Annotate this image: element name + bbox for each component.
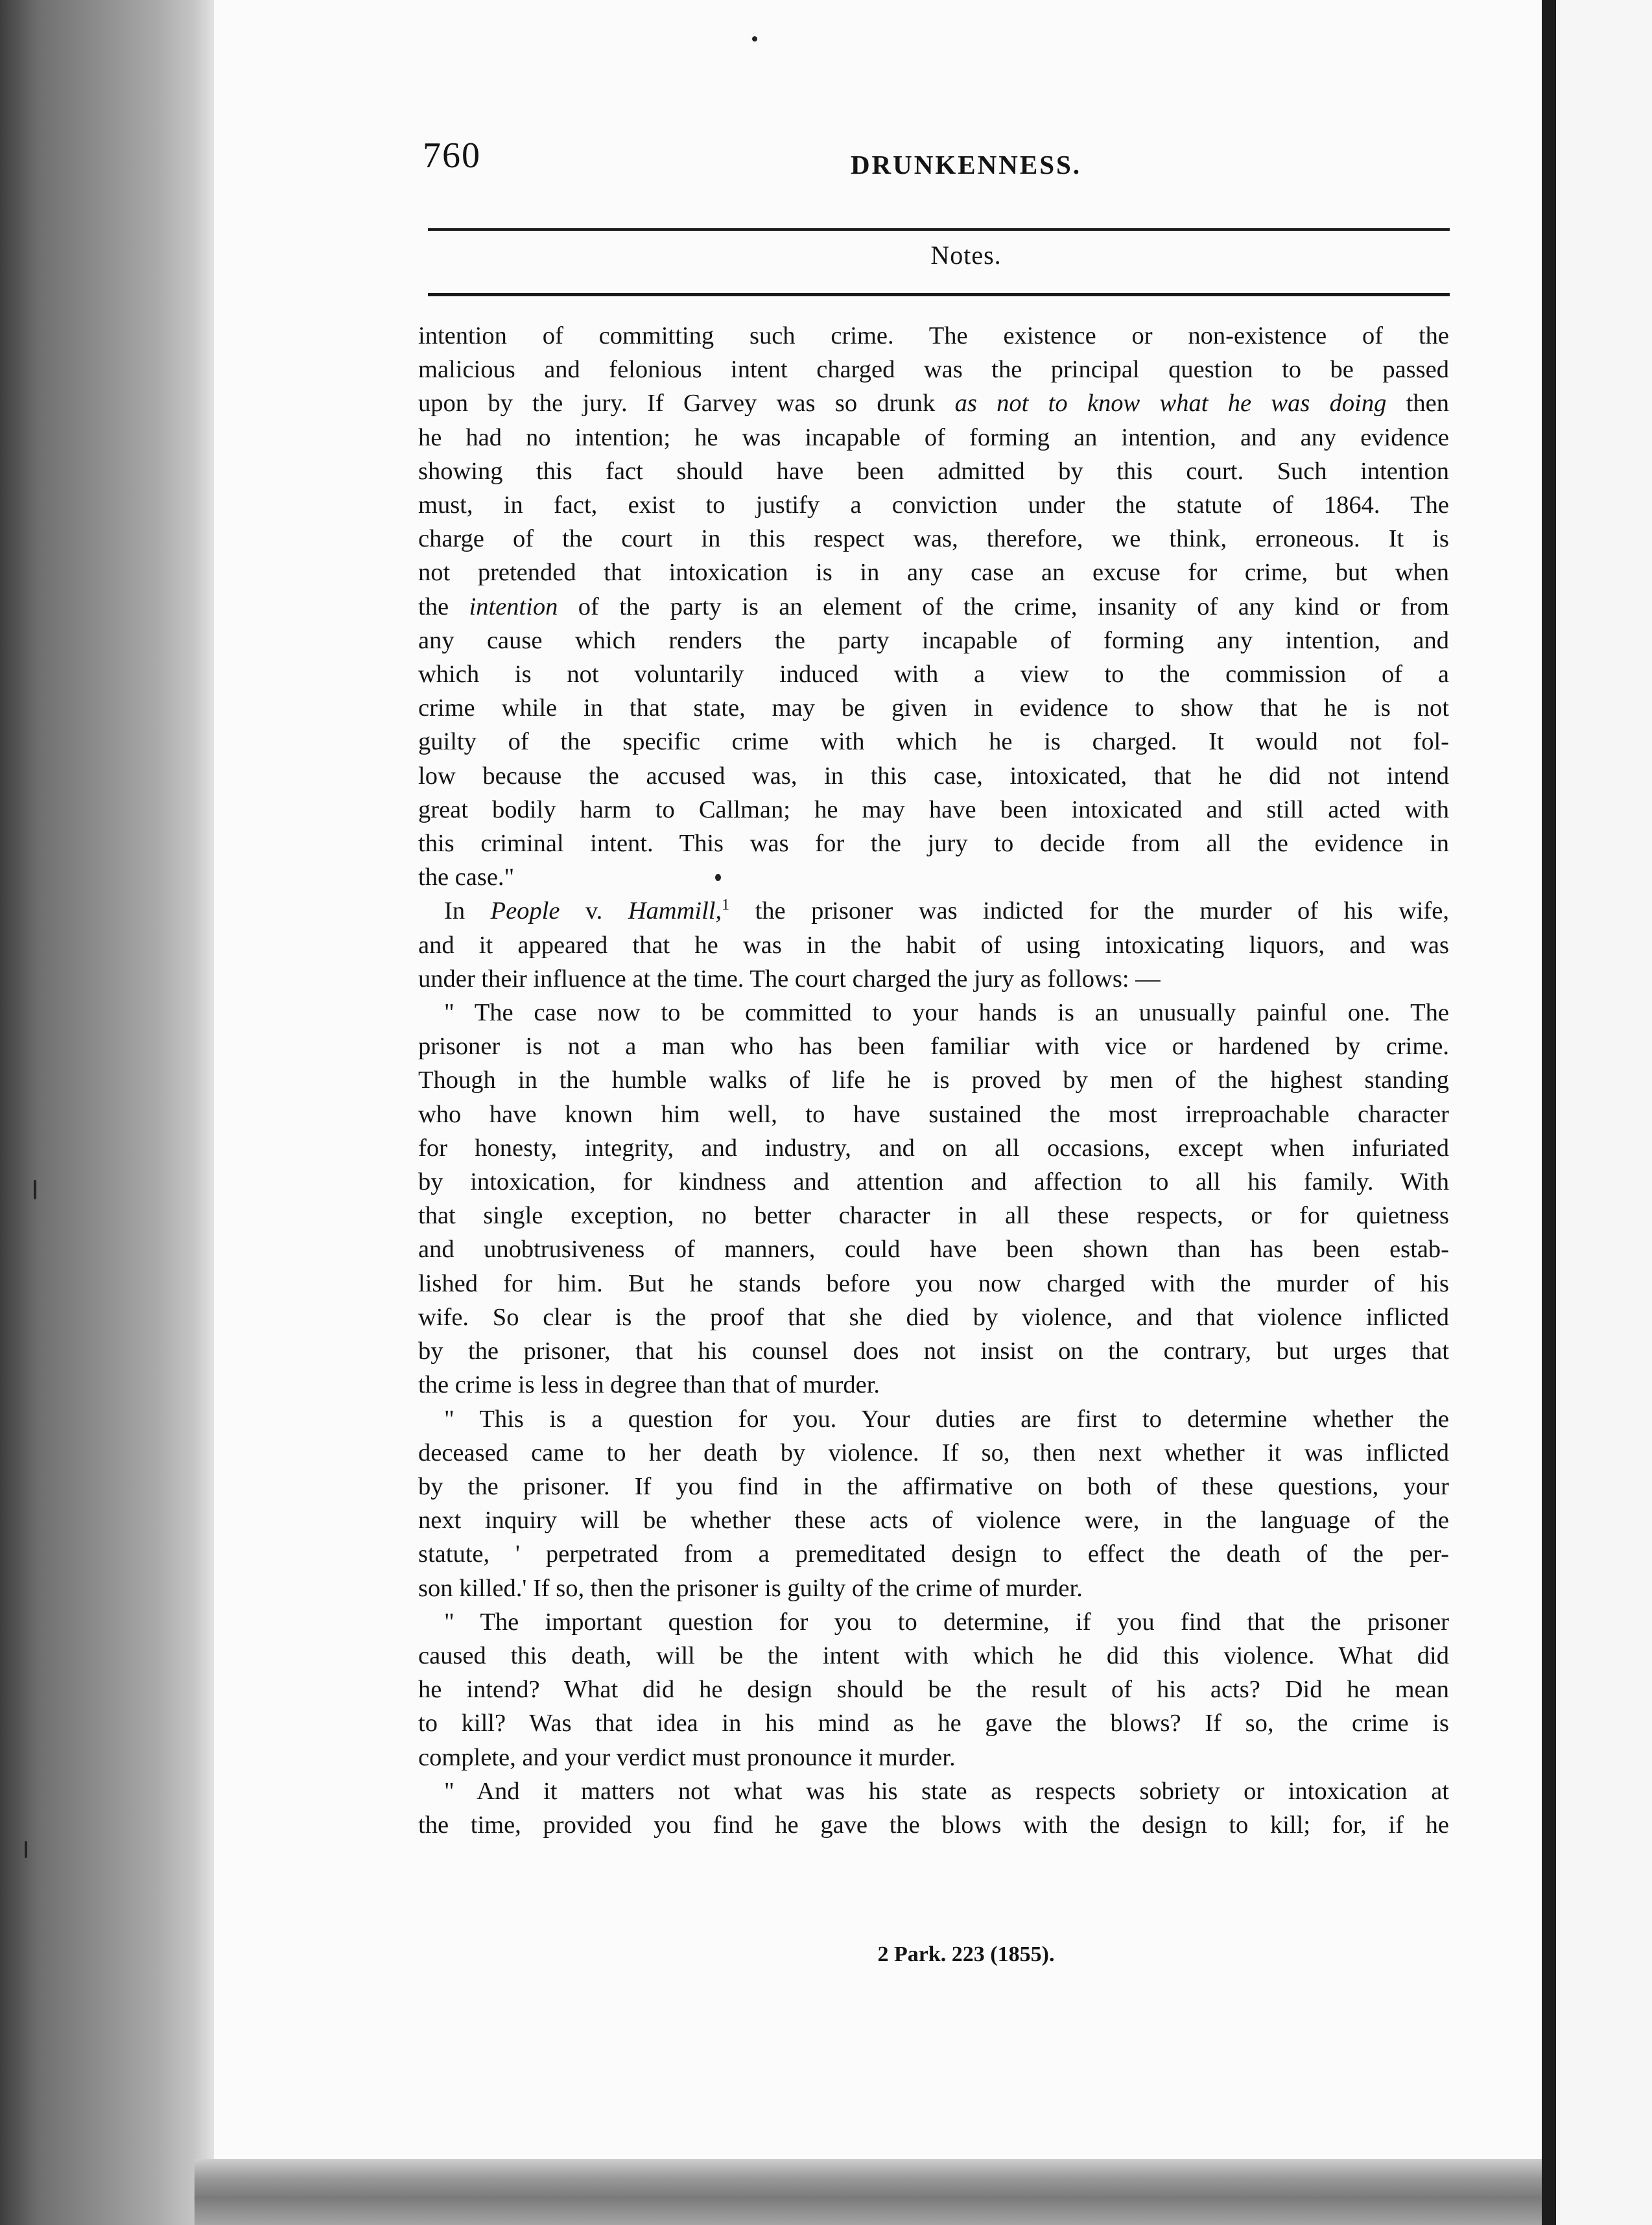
text-line: " The important question for you to determine, if you find that the prisoner xyxy=(444,1608,1449,1636)
text-line: crime while in that state, may be given in evidence to show that he is not xyxy=(418,694,1449,722)
paragraph-6 xyxy=(418,1774,1449,1842)
text-line: by the prisoner. If you find in the affirmative on both of these questions, your xyxy=(418,1472,1449,1500)
footnote-marker: 1 xyxy=(722,897,730,914)
text-line: the intention of the party is an element of the crime, insanity of any kind or from xyxy=(418,593,1449,620)
text-line: this criminal intent. This was for the jury to decide from all the evidence in xyxy=(418,830,1449,858)
text-line: not pretended that intoxication is in any case an excuse for crime, but when xyxy=(418,559,1449,587)
text-line: complete, and your verdict must pronounce it murder. xyxy=(418,1743,956,1771)
text-line: the time, provided you find he gave the blows with the design to kill; for, if he xyxy=(418,1811,1449,1839)
text-line: " This is a question for you. Your duties are first to determine whether the xyxy=(444,1405,1449,1433)
text-line: the crime is less in degree than that of murder. xyxy=(418,1371,880,1399)
text-line: to kill? Was that idea in his mind as he gave the blows? If so, the crime is xyxy=(418,1710,1449,1737)
paragraph-1 xyxy=(418,319,1449,894)
text-line: prisoner is not a man who has been familiar with vice or hardened by crime. xyxy=(418,1033,1449,1061)
italic-word: intention xyxy=(469,593,558,620)
text-line: lished for him. But he stands before you now charged with the murder of his xyxy=(418,1269,1449,1297)
text-line: that single exception, no better character in all these respects, or for quietness xyxy=(418,1202,1449,1230)
text-line: Though in the humble walks of life he is proved by men of the highest standing xyxy=(418,1066,1449,1094)
text-line: the case." xyxy=(418,864,515,891)
text-line: In People v. Hammill,$^1$ the prisoner was indicted for the murder of his wife, xyxy=(444,897,1449,925)
text-line: for honesty, integrity, and industry, and on all occasions, except when infuriated xyxy=(418,1134,1449,1162)
text-line: " And it matters not what was his state as respects sobriety or intoxication at xyxy=(444,1777,1449,1805)
footnote xyxy=(687,1942,1245,1967)
header-rule-top xyxy=(428,228,1450,231)
header-rule-bottom xyxy=(428,293,1450,296)
text-line: he intend? What did he design should be the result of his acts? Did he mean xyxy=(418,1676,1449,1704)
italic-word: People xyxy=(490,897,560,925)
text-line: upon by the jury. If Garvey was so drunk as not to know what he was doing then xyxy=(418,390,1449,418)
text-line: which is not voluntarily induced with a view to the commission of a xyxy=(418,661,1449,689)
text-line: low because the accused was, in this case, intoxicated, that he did not intend xyxy=(418,762,1449,790)
text-line: under their influence at the time. The court charged the jury as follows: — xyxy=(418,965,1161,993)
scan-speck xyxy=(25,1841,27,1858)
book-spine-shadow xyxy=(0,0,214,2225)
italic-word: Hammill, xyxy=(628,897,722,925)
body-text xyxy=(418,319,1449,1842)
text-line: must, in fact, exist to justify a conviction under the statute of 1864. The xyxy=(418,491,1449,519)
page-gutter xyxy=(1542,0,1556,2225)
text-line: statute, ' perpetrated from a premeditated design to effect the death of the per- xyxy=(418,1540,1449,1568)
text-line: great bodily harm to Callman; he may have been intoxicated and still acted with xyxy=(418,795,1449,823)
text-line: wife. So clear is the proof that she died by violence, and that violence inflicted xyxy=(418,1303,1449,1331)
scan-speck xyxy=(34,1180,36,1199)
text-line: deceased came to her death by violence. If so, then next whether it was inflicted xyxy=(418,1439,1449,1466)
text-line: by the prisoner, that his counsel does not insist on the contrary, but urges that xyxy=(418,1337,1449,1365)
text-line: " The case now to be committed to your hands is an unusually painful one. The xyxy=(444,999,1449,1027)
text-line: showing this fact should have been admitted by this court. Such intention xyxy=(418,457,1449,485)
text-line: next inquiry will be whether these acts of violence were, in the language of the xyxy=(418,1507,1449,1535)
text-line: charge of the court in this respect was, therefore, we think, erroneous. It is xyxy=(418,525,1449,553)
text-line: intention of committing such crime. The existence or non-existence of the xyxy=(418,322,1449,349)
text-line: guilty of the specific crime with which he is charged. It would not fol- xyxy=(418,728,1449,756)
text-line: caused this death, will be the intent with which he did this violence. What did xyxy=(418,1642,1449,1669)
text-line: by intoxication, for kindness and attention and affection to all his family. With xyxy=(418,1168,1449,1196)
paragraph-5 xyxy=(418,1605,1449,1774)
running-title: DRUNKENNESS. xyxy=(850,150,1082,180)
paragraph-4 xyxy=(418,1402,1449,1605)
page-number: 760 xyxy=(423,135,481,176)
section-label: Notes. xyxy=(930,241,1002,270)
scan-speck xyxy=(752,36,757,41)
paragraph-2 xyxy=(418,894,1449,996)
text-line: malicious and felonious intent charged was the principal question to be passed xyxy=(418,356,1449,384)
text-line: and unobtrusiveness of manners, could have been shown than has been estab- xyxy=(418,1236,1449,1264)
footnote-text: 2 Park. 223 (1855). xyxy=(877,1942,1055,1966)
text-line: any cause which renders the party incapable of forming any intention, and xyxy=(418,626,1449,654)
paragraph-3 xyxy=(418,996,1449,1402)
italic-phrase: as not to know what he was doing xyxy=(954,390,1387,418)
facing-page-edge xyxy=(1556,0,1652,2225)
text-line: who have known him well, to have sustained the most irreproachable character xyxy=(418,1100,1449,1128)
text-line: son killed.' If so, then the prisoner is guilty of the crime of murder. xyxy=(418,1574,1083,1602)
page-bottom-edge xyxy=(195,2159,1550,2225)
text-line: and it appeared that he was in the habit of using intoxicating liquors, and was xyxy=(418,931,1449,959)
text-line: he had no intention; he was incapable of forming an intention, and any evidence xyxy=(418,423,1449,451)
